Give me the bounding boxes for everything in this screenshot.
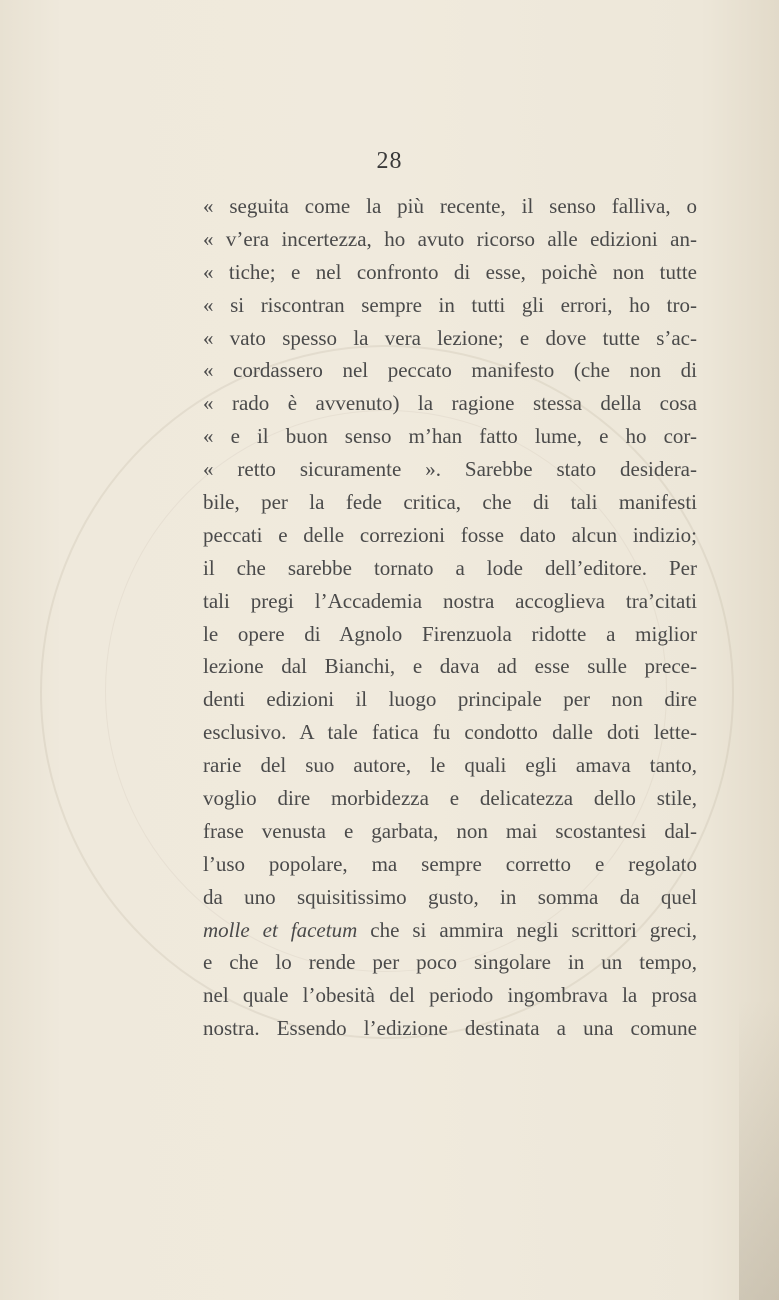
text-line: « si riscontran sempre in tutti gli errori, ho tro- [203,292,697,317]
text-line: peccati e delle correzioni fosse dato alcun indizio; [203,522,697,547]
body-text [203,190,697,1045]
text-line: « cordassero nel peccato manifesto (che non di [203,358,697,383]
text-line: lezione dal Bianchi, e dava ad esse sulle prece- [203,654,697,679]
text-line: rarie del suo autore, le quali egli amava tanto, [203,753,697,778]
text-line: tali pregi l’Accademia nostra accoglieva tra’citati [203,588,697,613]
text-line: « rado è avvenuto) la ragione stessa della cosa [203,391,697,416]
text-line: bile, per la fede critica, che di tali manifesti [203,490,697,515]
text-line: nel quale l’obesità del periodo ingombrava la prosa [203,983,697,1008]
text-line: « e il buon senso m’han fatto lume, e ho cor- [203,424,697,449]
italic-phrase: molle et facetum [203,917,358,942]
text-line: « vato spesso la vera lezione; e dove tutte s’ac- [203,325,697,350]
text-line: denti edizioni il luogo principale per non dire [203,687,697,712]
text-line: « retto sicuramente ». Sarebbe stato desidera- [203,457,697,482]
text-line: il che sarebbe tornato a lode dell’editore. Per [203,555,697,580]
text-line: « tiche; e nel confronto di esse, poichè non tutte [203,259,697,284]
text-line: « v’era incertezza, ho avuto ricorso alle edizioni an- [203,226,697,251]
text-line: frase venusta e garbata, non mai scostantesi dal- [203,818,697,843]
page-number: 28 [376,148,403,174]
text-line: esclusivo. A tale fatica fu condotto dalle doti lette- [203,720,697,745]
text-line: l’uso popolare, ma sempre corretto e regolato [203,851,697,876]
text-line: e che lo rende per poco singolare in un tempo, [203,950,697,975]
text-line: voglio dire morbidezza e delicatezza dello stile, [203,786,697,811]
text-line: nostra. Essendo l’edizione destinata a una comune [203,1016,697,1041]
text-line: da uno squisitissimo gusto, in somma da quel [203,884,697,909]
text-line: « seguita come la più recente, il senso falliva, o [203,194,697,218]
text-line-with-italic [203,914,697,947]
page-edge-shadow [739,1000,779,1300]
text-line-rest: che si ammira negli scrittori greci, [357,917,697,942]
text-line: le opere di Agnolo Firenzuola ridotte a miglior [203,621,697,646]
